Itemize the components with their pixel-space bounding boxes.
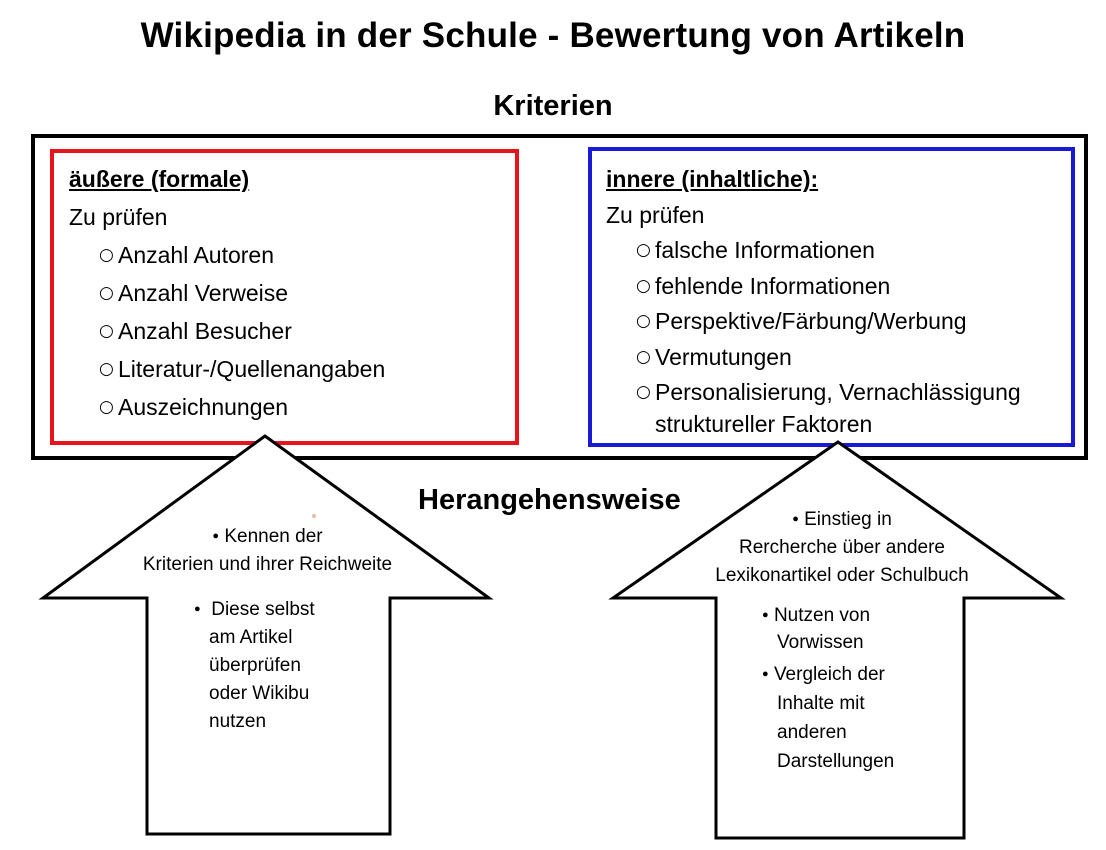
left-point2-line: nutzen — [209, 711, 267, 732]
internal-criteria-heading: innere (inhaltliche): — [606, 166, 819, 192]
internal-criteria-list — [655, 233, 1066, 442]
right-arrow-point-2 — [762, 602, 952, 656]
list-item: ○ falsche Informationen — [655, 233, 1066, 269]
list-item: ○ fehlende Informationen — [655, 269, 1066, 305]
external-criteria-heading: äußere (formale) — [69, 166, 250, 192]
left-point2-line: am Artikel — [209, 627, 293, 648]
right-point1-line2: Rercherche über andere — [739, 537, 945, 558]
left-point2-line: oder Wikibu — [209, 683, 310, 704]
left-point1-line1: Kennen der — [224, 526, 323, 547]
external-criteria-intro: Zu prüfen — [69, 204, 168, 230]
bullet-icon: ● — [762, 668, 769, 680]
list-item: ○ Auszeichnungen — [118, 388, 509, 426]
left-arrow-point-1 — [100, 522, 435, 579]
external-criteria-box — [69, 161, 509, 426]
bullet-icon: ● — [194, 603, 201, 615]
list-item: ○ Perspektive/Färbung/Werbung — [655, 304, 1066, 340]
left-point2-line: überprüfen — [209, 655, 301, 676]
right-point2-line: Vorwissen — [777, 632, 864, 653]
list-item: ○ Anzahl Autoren — [118, 236, 509, 274]
internal-criteria-box — [606, 161, 1066, 442]
right-point2-line: Nutzen von — [773, 605, 871, 626]
bullet-icon: ● — [762, 609, 769, 621]
right-point1-line1: Einstieg in — [804, 509, 892, 530]
bullet-icon: ● — [212, 530, 220, 542]
stray-dot — [312, 514, 316, 518]
right-point3-line: anderen — [777, 722, 847, 743]
right-point3-line: Vergleich der — [773, 664, 885, 685]
list-item: ○ Vermutungen — [655, 340, 1066, 376]
list-item-continuation: struktureller Faktoren — [655, 410, 873, 437]
list-item: ○ Anzahl Besucher — [118, 312, 509, 350]
approach-heading: Herangehensweise — [418, 484, 681, 516]
left-arrow-point-2 — [194, 595, 374, 736]
right-point1-line3: Lexikonartikel oder Schulbuch — [715, 565, 969, 586]
internal-criteria-intro: Zu prüfen — [606, 202, 705, 228]
external-criteria-list — [118, 236, 509, 426]
right-arrow-point-1 — [672, 505, 1012, 590]
page-title: Wikipedia in der Schule - Bewertung von Artikeln — [140, 16, 966, 55]
bullet-icon: ● — [792, 513, 799, 525]
list-item: ○ Anzahl Verweise — [118, 274, 509, 312]
criteria-heading: Kriterien — [493, 90, 613, 122]
right-point3-line: Darstellungen — [777, 751, 895, 772]
list-item: ○ Personalisierung, Vernachlässigung — [655, 375, 1066, 411]
list-item: ○ Literatur-/Quellenangaben — [118, 350, 509, 388]
right-arrow-point-3 — [762, 660, 952, 776]
left-point2-line: Diese selbst — [211, 599, 315, 620]
left-point1-line2: Kriterien und ihrer Reichweite — [142, 554, 393, 575]
right-point3-line: Inhalte mit — [777, 693, 865, 714]
